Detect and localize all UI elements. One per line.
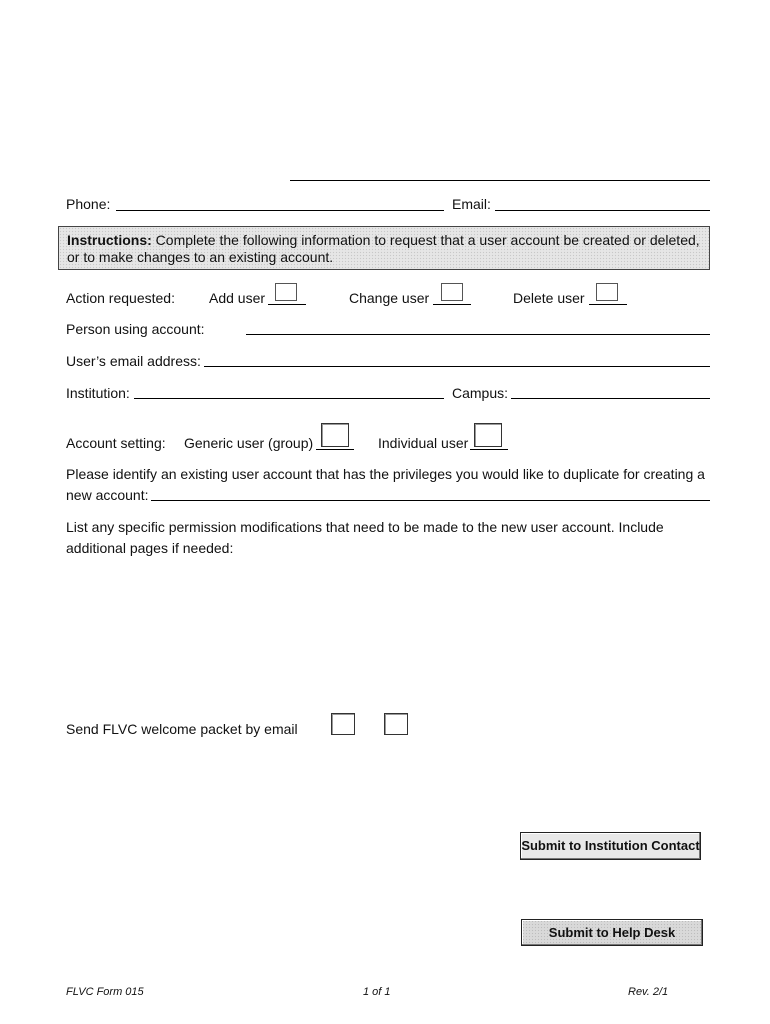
- submit-help-desk-button[interactable]: Submit to Help Desk: [521, 919, 703, 946]
- welcome-packet-checkbox-2[interactable]: [384, 713, 408, 735]
- instructions-text: Complete the following information to request that a user account be created or deleted, or to make changes to an existing account.: [67, 232, 700, 265]
- person-using-account-label: Person using account:: [66, 321, 205, 337]
- generic-user-checkbox[interactable]: [321, 423, 349, 447]
- change-user-label: Change user: [349, 290, 430, 306]
- permissions-text-2: additional pages if needed:: [66, 540, 234, 556]
- add-user-underline: [268, 304, 306, 305]
- delete-user-checkbox[interactable]: [596, 283, 618, 301]
- new-account-field[interactable]: [151, 500, 710, 501]
- change-user-underline: [433, 304, 471, 305]
- account-setting-label: Account setting:: [66, 435, 166, 451]
- new-account-label: new account:: [66, 487, 149, 503]
- user-email-field[interactable]: [204, 366, 710, 367]
- email-label: Email:: [452, 196, 491, 212]
- action-requested-label: Action requested:: [66, 290, 175, 306]
- header-signature-line: [290, 180, 710, 181]
- duplicate-account-text: Please identify an existing user account that has the privileges you would like to duplicate for creating a: [66, 466, 705, 482]
- welcome-packet-label: Send FLVC welcome packet by email: [66, 721, 298, 737]
- delete-user-underline: [589, 304, 627, 305]
- delete-user-label: Delete user: [513, 290, 585, 306]
- individual-user-underline: [470, 449, 508, 450]
- permissions-textarea[interactable]: [66, 560, 710, 700]
- person-using-account-field[interactable]: [246, 334, 710, 335]
- individual-user-label: Individual user: [378, 435, 469, 451]
- welcome-packet-checkbox-1[interactable]: [331, 713, 355, 735]
- instructions-box: [58, 226, 710, 270]
- change-user-checkbox[interactable]: [441, 283, 463, 301]
- instructions-heading: Instructions:: [67, 232, 152, 248]
- add-user-label: Add user: [209, 290, 266, 306]
- individual-user-checkbox[interactable]: [474, 423, 502, 447]
- generic-user-label: Generic user (group): [184, 435, 314, 451]
- submit-institution-contact-button[interactable]: Submit to Institution Contact: [520, 832, 701, 860]
- revision: Rev. 2/1: [628, 986, 669, 998]
- page-number: 1 of 1: [363, 986, 391, 998]
- permissions-text: List any specific permission modifications that need to be made to the new user account. Include: [66, 519, 664, 535]
- user-email-label: User’s email address:: [66, 353, 201, 369]
- generic-user-underline: [316, 449, 354, 450]
- campus-label: Campus:: [452, 385, 509, 401]
- institution-field[interactable]: [134, 398, 444, 399]
- phone-field[interactable]: [116, 210, 444, 211]
- form-number: FLVC Form 015: [66, 986, 144, 998]
- add-user-checkbox[interactable]: [275, 283, 297, 301]
- email-field[interactable]: [495, 210, 710, 211]
- campus-field[interactable]: [511, 398, 710, 399]
- institution-label: Institution:: [66, 385, 130, 401]
- phone-label: Phone:: [66, 196, 111, 212]
